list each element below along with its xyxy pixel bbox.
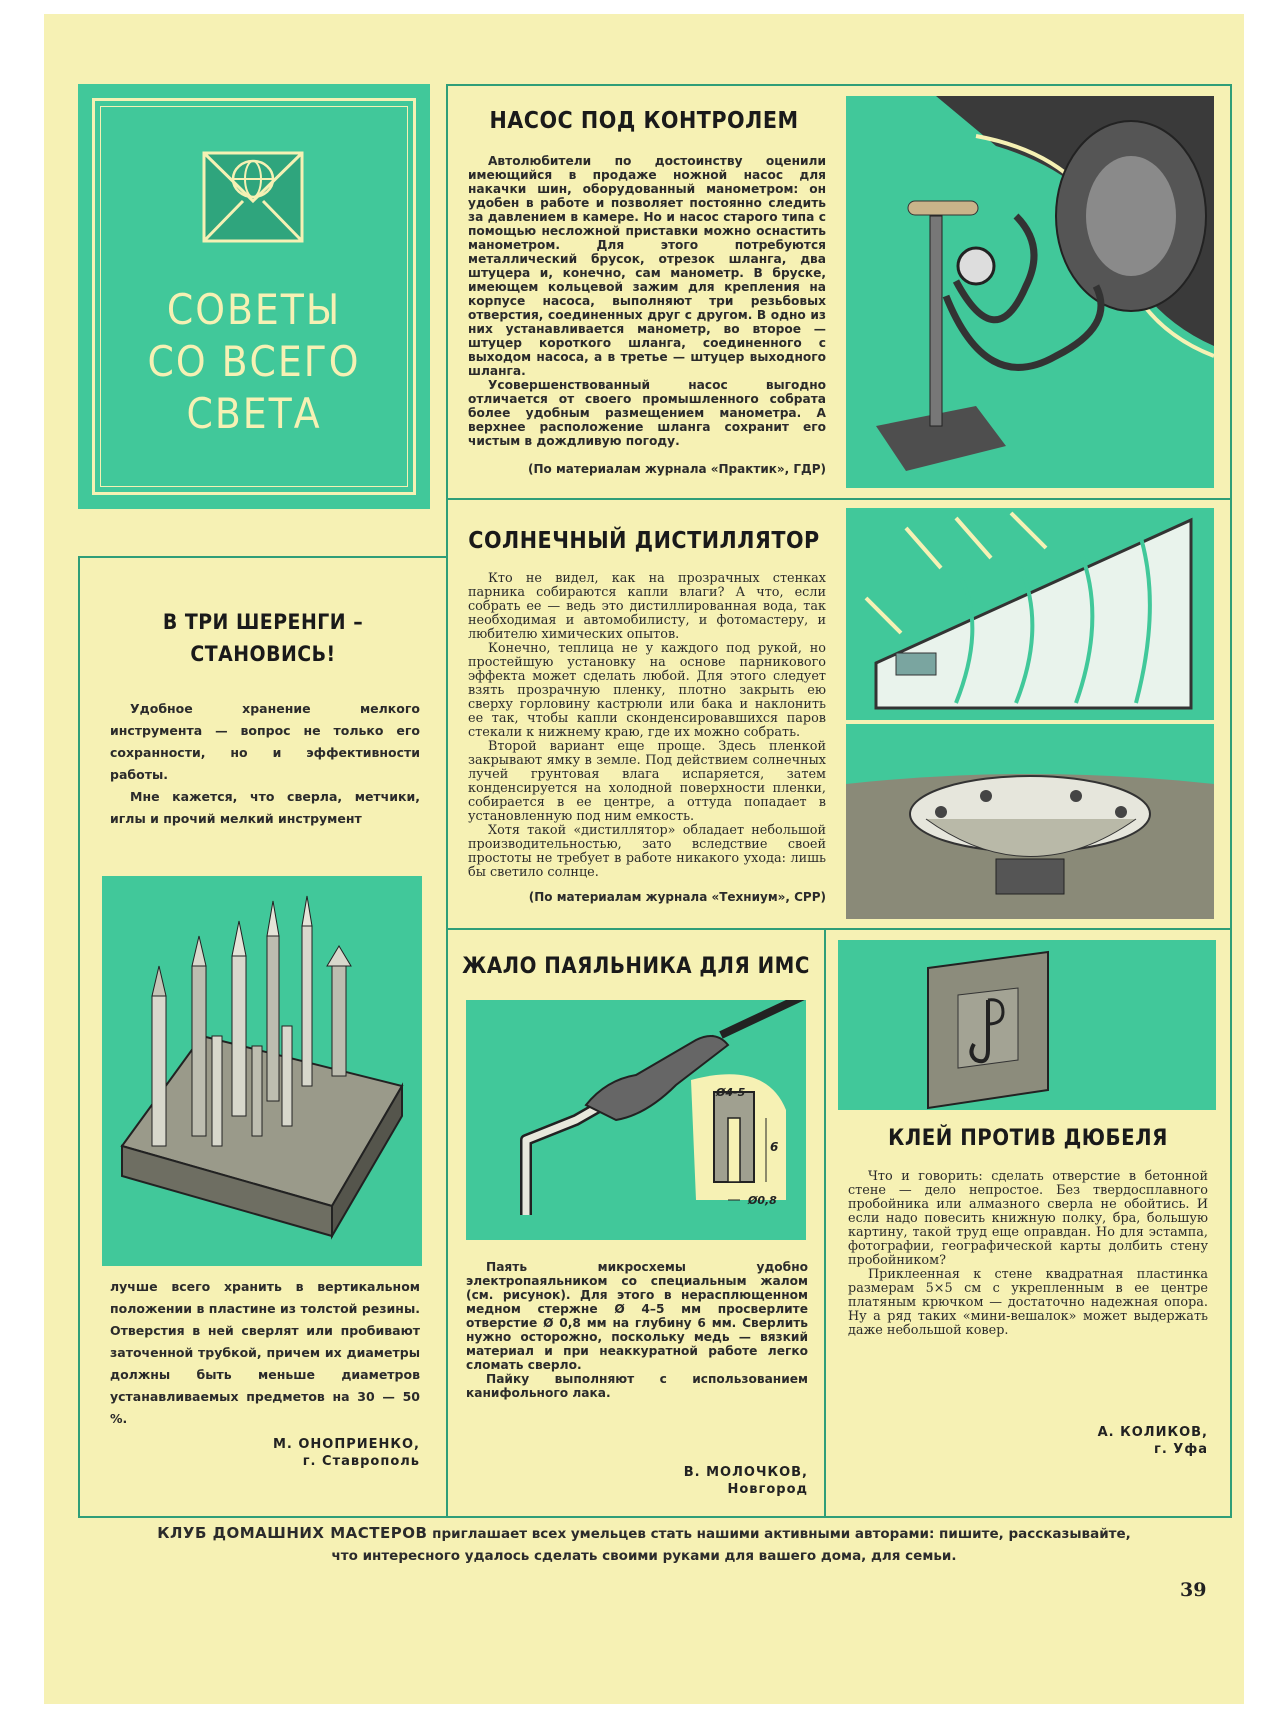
article-body-bottom: лучше всего хранить в вертикальном положении в пластине из толстой резины. Отверстия в ней сверлят или пробивают заточенной трубкой, причем их диаметры должны быть меньше диаметров устанавливаемых предметов на 30 — 50 %.: [110, 1279, 420, 1426]
diagram-label-outer: Ø4-5: [716, 1086, 746, 1099]
wall-hook-illustration: [838, 940, 1216, 1110]
tool-holder-illustration: [102, 876, 422, 1266]
section-title: СОВЕТЫ СО ВСЕГО СВЕТА: [147, 285, 361, 438]
article-body: Паять микросхемы удобно электропаяльником со специальным жалом (см. рисунок). Для этого в нерасплющенном медном стержне Ø 4–5 мм просверлите отверстие Ø 0,8 мм на глубину 6 мм. Сверлить нужно осторожно, поскольку медь — вязкий материал и при неаккуратной работе легко сломать сверло. Пайку выполняют с использованием канифольного лака.: [466, 1260, 808, 1400]
article-distiller: [446, 498, 1232, 930]
article-pump: [446, 84, 1232, 500]
article-glue: [824, 928, 1232, 1518]
author-name: М. ОНОПРИЕНКО,: [272, 1437, 420, 1452]
article-body-top: Удобное хранение мелкого инструмента — вопрос не только его сохранности, но и эффективности работы. Мне кажется, что сверла, метчики, иглы и прочий мелкий инструмент: [110, 701, 420, 826]
author-signature: [684, 1464, 808, 1498]
article-title: В ТРИ ШЕРЕНГИ – СТАНОВИСЬ!: [162, 610, 364, 666]
author-city: г. Ставрополь: [302, 1454, 420, 1469]
article-title: КЛЕЙ ПРОТИВ ДЮБЕЛЯ: [888, 1126, 1168, 1151]
envelope-globe-emblem-icon: [198, 139, 308, 249]
pump-illustration: [846, 96, 1214, 488]
page-number: 39: [1180, 1579, 1207, 1601]
article-body: Что и говорить: сделать отверстие в бетонной стене — дело непростое. Без твердосплавного пробойника или алмазного сверла не обойтись. И если надо повесить книжную полку, бра, большую картину, такой труд еще оправдан. Но для эстампа, фотографии, географической карты долбить стену пробойником? Приклеенная к стене квадратная пластинка размерам 5×5 см с укрепленным в ее центре платяным крючком — достаточно надежная опора. Ну а ряд таких «мини-вешалок» может выдержать даже небольшой ковер.: [848, 1169, 1208, 1338]
greenhouse-distiller-illustration: [846, 508, 1214, 720]
article-solder: [446, 928, 826, 1518]
section-header-block: [78, 84, 430, 509]
author-signature: [1098, 1424, 1208, 1458]
article-source: (По материалам журнала «Практик», ГДР): [528, 462, 826, 476]
magazine-page: [44, 14, 1244, 1704]
article-title: НАСОС ПОД КОНТРОЛЕМ: [489, 108, 799, 134]
article-source: (По материалам журнала «Техниум», СРР): [528, 890, 826, 904]
article-body: Кто не видел, как на прозрачных стенках парника собираются капли влаги? А что, если собрать ее — ведь это дистиллированная вода, так необходимая и автомобилисту, и фотомастеру, и любителю химических опытов. Конечно, теплица не у каждого под рукой, но простейшую установку на основе парникового эффекта может сделать любой. Для этого следует взять прозрачную пленку, плотно закрыть ею сверху горловину кастрюли или бака и наклонить ее так, чтобы капли сконденсировавшихся паров стекали к нижнему краю, где их можно собрать. Второй вариант еще проще. Здесь пленкой закрывают ямку в земле. Под действием солнечных лучей грунтовая влага испаряется, затем конденсируется на холодной поверхности пленки, собирается в ее центре, а оттуда попадает в установленную под ним емкость. Хотя такой «дистиллятор» обладает небольшой производительностью, зато вследствие своей простоты не требует в работе никакого ухода: лишь бы светило солнце. (По материалам журнала «Техниум», СРР): [468, 571, 826, 904]
article-body: Автолюбители по достоинству оценили имеющийся в продаже ножной насос для накачки шин, оборудованный манометром: он удобен в работе и позволяет постоянно следить за давлением в камере. Но и насос старого типа с помощью несложной приставки можно оснастить манометром. Для этого потребуются металлический брусок, отрезок шланга, два штуцера и, конечно, сам манометр. В бруске, имеющем кольцевой зажим для крепления на корпусе насоса, выполняют три резьбовых отверстия, соединенных друг с другом. В одно из них устанавливается манометр, во второе — штуцер короткого шланга, соединенного с выходом насоса, а в третье — штуцер выходного шланга. Усовершенствованный насос выгодно отличается от своего промышленного собрата более удобным размещением манометра. А верхнее расположение шланга сохранит его чистым в дождливую погоду. (По материалам журнала «Практик», ГДР): [468, 154, 826, 476]
author-city: Новгород: [727, 1482, 808, 1497]
article-title: СОЛНЕЧНЫЙ ДИСТИЛЛЯТОР: [468, 528, 820, 554]
club-name: КЛУБ ДОМАШНИХ МАСТЕРОВ: [157, 1524, 428, 1542]
club-invitation: КЛУБ ДОМАШНИХ МАСТЕРОВ приглашает всех умельцев стать нашими активными авторами: пишите, рассказывайте, что интересного удалось сделать своими руками для вашего дома, для семьи.: [157, 1524, 1131, 1564]
diagram-label-hole: Ø0,8: [748, 1194, 777, 1207]
ground-pit-distiller-illustration: [846, 724, 1214, 919]
article-title: ЖАЛО ПАЯЛЬНИКА ДЛЯ ИМС: [462, 954, 810, 979]
author-name: В. МОЛОЧКОВ,: [683, 1465, 808, 1480]
soldering-tip-illustration: [466, 1000, 806, 1240]
diagram-label-depth: 6: [770, 1140, 779, 1154]
author-signature: [273, 1436, 420, 1470]
article-ranks: [78, 556, 448, 1518]
author-name: А. КОЛИКОВ,: [1097, 1425, 1208, 1440]
author-city: г. Уфа: [1154, 1442, 1208, 1457]
